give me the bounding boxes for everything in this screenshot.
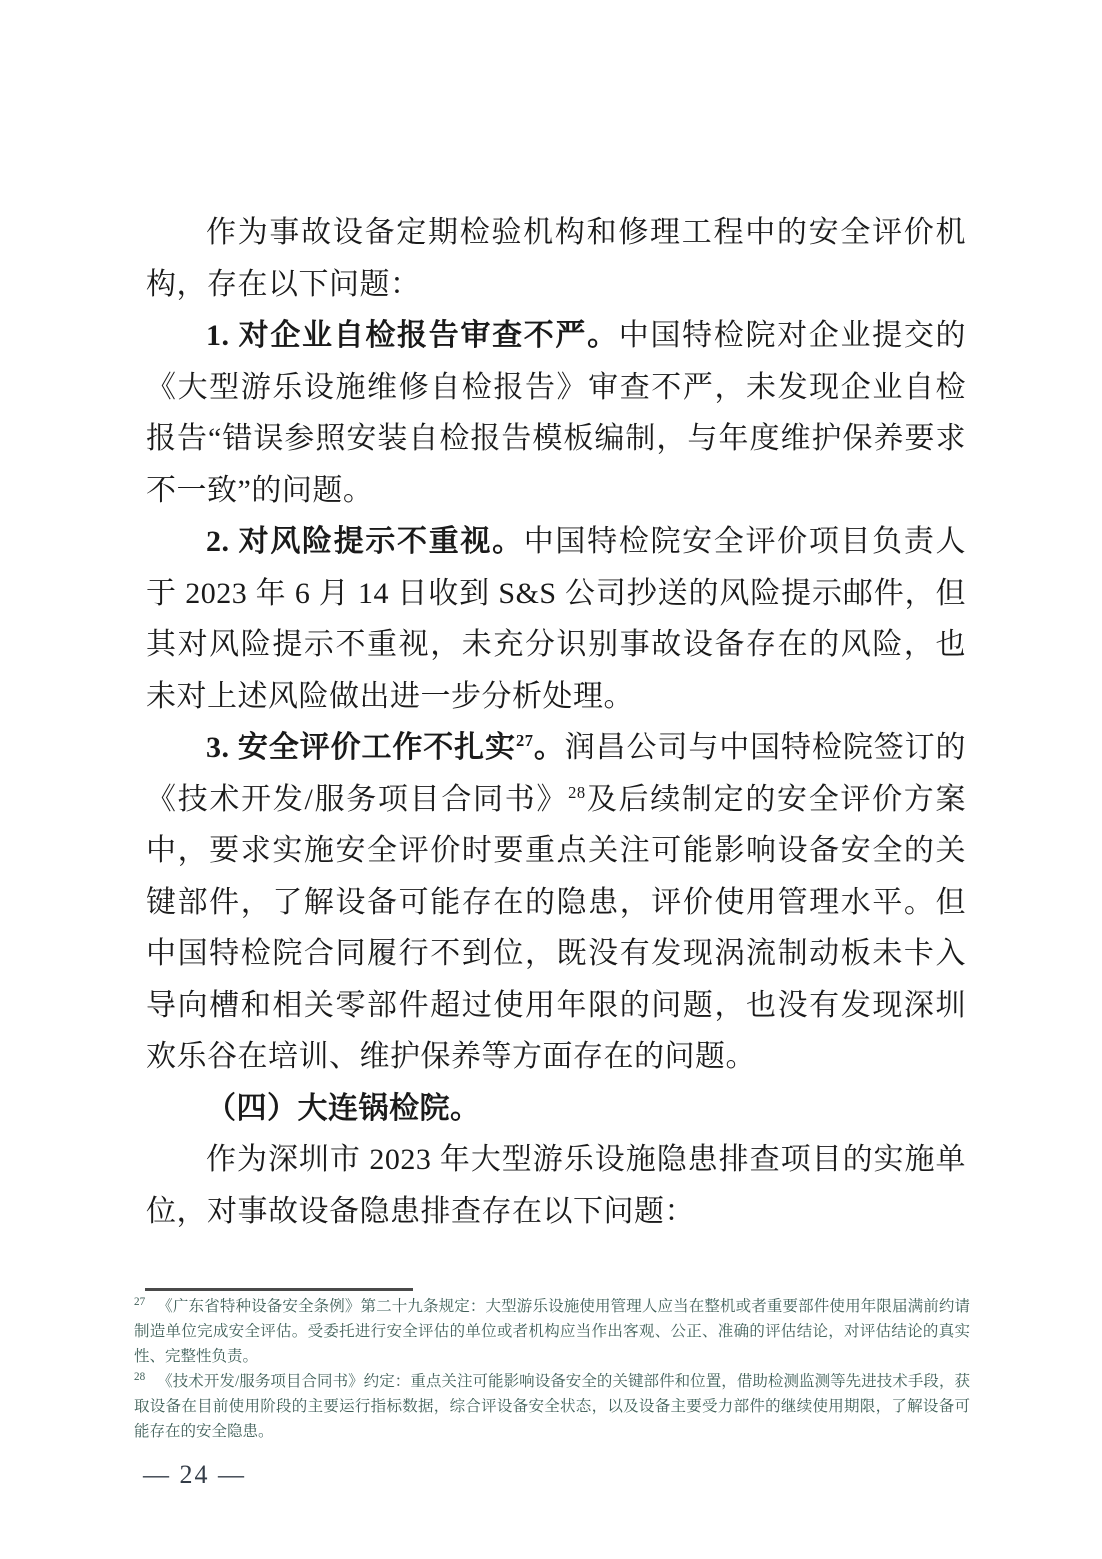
text-segment: 作为深圳市 2023 年大型游乐设施隐患排查项目的实施单位，对事故设备隐患排查存在以下问题： bbox=[146, 1143, 966, 1228]
text-segment: 中国特检院对企业提交的《大型游乐设施维修自检报告》审查不严，未发现企业自检报告“错误参照安装自检报告模板编制，与年度维护保养要求不一致”的问题。 bbox=[146, 319, 967, 507]
text-segment: 作为事故设备定期检验机构和修理工程中的安全评价机构，存在以下问题： bbox=[146, 216, 966, 301]
footnote-text: 《广东省特种设备安全条例》第二十九条规定：大型游乐设施使用管理人应当在整机或者重要部件使用年限届满前约请制造单位完成安全评估。受委托进行安全评估的单位或者机构应当作出客观、公正、准确的评估结论，对评估结论的真实性、完整性负责。 bbox=[134, 1298, 970, 1365]
footnotes bbox=[134, 1294, 970, 1444]
footnote-marker: 27 bbox=[134, 1295, 146, 1308]
body-paragraph bbox=[146, 722, 966, 1083]
superscript-footnote-ref: 28 bbox=[568, 782, 586, 802]
text-segment: 2. 对风险提示不重视。 bbox=[206, 525, 524, 558]
body-paragraph bbox=[146, 516, 966, 722]
text-segment: 中国特检院安全评价项目负责人于 2023 年 6 月 14 日收到 S&S 公司抄送的风险提示邮件，但其对风险提示不重视，未充分识别事故设备存在的风险，也未对上述风险做出进一步分析处理。 bbox=[146, 525, 967, 713]
body-text bbox=[146, 207, 966, 1237]
text-segment: 3. 安全评价工作不扎实 bbox=[206, 731, 516, 764]
footnote-item bbox=[134, 1369, 970, 1444]
page-number: — 24 — bbox=[143, 1460, 246, 1489]
text-segment: 及后续制定的安全评价方案中，要求实施安全评价时要重点关注可能影响设备安全的关键部件，了解设备可能存在的隐患，评价使用管理水平。但中国特检院合同履行不到位，既没有发现涡流制动板未卡入导向槽和相关零部件超过使用年限的问题，也没有发现深圳欢乐谷在培训、维护保养等方面存在的问题。 bbox=[146, 782, 967, 1073]
text-segment: 1. 对企业自检报告审查不严。 bbox=[206, 319, 619, 352]
body-paragraph bbox=[146, 207, 966, 310]
footnote-separator bbox=[145, 1288, 413, 1291]
body-paragraph bbox=[146, 1083, 966, 1135]
body-paragraph bbox=[146, 1134, 966, 1237]
footnote-text: 《技术开发/服务项目合同书》约定：重点关注可能影响设备安全的关键部件和位置，借助检测监测等先进技术手段，获取设备在目前使用阶段的主要运行指标数据，综合评设备安全状态，以及设备主要受力部件的继续使用期限，了解设备可能存在的安全隐患。 bbox=[134, 1373, 970, 1440]
footnote-marker: 28 bbox=[134, 1370, 146, 1383]
text-segment: （四）大连锅检院。 bbox=[206, 1091, 481, 1125]
text-segment: 润昌公司与中国特检院签订的《技术开发/服务项目合同书》 bbox=[146, 731, 967, 816]
footnote-item bbox=[134, 1294, 970, 1369]
superscript-footnote-ref: 27 bbox=[515, 731, 534, 750]
body-paragraph bbox=[146, 310, 966, 516]
text-segment: 。 bbox=[533, 731, 565, 764]
